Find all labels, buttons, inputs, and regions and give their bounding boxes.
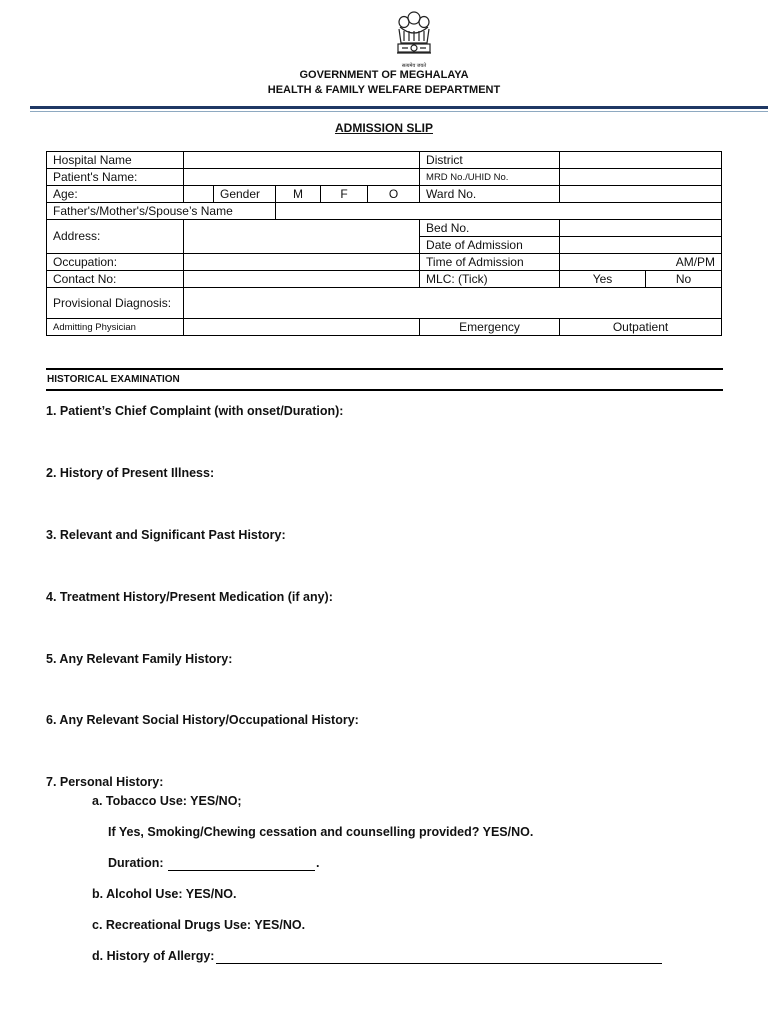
- emergency-option[interactable]: Emergency: [420, 319, 560, 336]
- allergy-history-label: d. History of Allergy:: [92, 949, 215, 963]
- chief-complaint-question: 1. Patient’s Chief Complaint (with onset/Duration):: [46, 404, 344, 418]
- bed-no-field[interactable]: [560, 220, 722, 237]
- address-field[interactable]: [184, 220, 420, 254]
- section-heading: HISTORICAL EXAMINATION: [47, 374, 180, 385]
- gender-male-option[interactable]: M: [276, 186, 321, 203]
- mlc-no-option[interactable]: No: [646, 271, 722, 288]
- time-of-admission-label: Time of Admission: [420, 254, 560, 271]
- address-label: Address:: [47, 220, 184, 254]
- past-history-question: 3. Relevant and Significant Past History:: [46, 528, 286, 542]
- mrd-no-field[interactable]: [560, 169, 722, 186]
- family-history-question: 5. Any Relevant Family History:: [46, 652, 233, 666]
- mlc-yes-option[interactable]: Yes: [560, 271, 646, 288]
- gender-female-option[interactable]: F: [321, 186, 368, 203]
- guardian-name-field[interactable]: [276, 203, 722, 220]
- patient-name-field[interactable]: [184, 169, 420, 186]
- ward-no-label: Ward No.: [420, 186, 560, 203]
- occupation-field[interactable]: [184, 254, 420, 271]
- tobacco-use-question: a. Tobacco Use: YES/NO;: [92, 794, 242, 808]
- present-illness-question: 2. History of Present Illness:: [46, 466, 215, 480]
- social-history-question: 6. Any Relevant Social History/Occupational History:: [46, 713, 359, 727]
- mrd-no-label: MRD No./UHID No.: [420, 169, 560, 186]
- district-label: District: [420, 152, 560, 169]
- treatment-history-question: 4. Treatment History/Present Medication (if any):: [46, 590, 333, 604]
- hospital-name-field[interactable]: [184, 152, 420, 169]
- admitting-physician-label: Admitting Physician: [47, 319, 184, 336]
- contact-no-label: Contact No:: [47, 271, 184, 288]
- contact-no-field[interactable]: [184, 271, 420, 288]
- outpatient-option[interactable]: Outpatient: [560, 319, 722, 336]
- ward-no-field[interactable]: [560, 186, 722, 203]
- date-of-admission-label: Date of Admission: [420, 237, 560, 254]
- occupation-label: Occupation:: [47, 254, 184, 271]
- page-title: ADMISSION SLIP: [334, 121, 433, 135]
- emblem-motto: सत्यमेव जयते: [401, 63, 427, 69]
- mlc-label: MLC: (Tick): [420, 271, 560, 288]
- provisional-diagnosis-label: Provisional Diagnosis:: [47, 288, 184, 319]
- time-of-admission-field[interactable]: AM/PM: [560, 254, 722, 271]
- guardian-name-label: Father's/Mother's/Spouse’s Name: [47, 203, 276, 220]
- age-label: Age:: [47, 186, 184, 203]
- age-field[interactable]: [184, 186, 214, 203]
- section-divider-bottom: [46, 389, 723, 391]
- department-heading: HEALTH & FAMILY WELFARE DEPARTMENT: [267, 84, 501, 96]
- header-divider: [30, 106, 768, 109]
- duration-label: Duration:: [108, 856, 164, 870]
- admitting-physician-field[interactable]: [184, 319, 420, 336]
- personal-history-question: 7. Personal History:: [46, 775, 164, 789]
- alcohol-use-question: b. Alcohol Use: YES/NO.: [92, 887, 237, 901]
- duration-field[interactable]: [168, 870, 315, 871]
- date-of-admission-field[interactable]: [560, 237, 722, 254]
- patient-name-label: Patient's Name:: [47, 169, 184, 186]
- bed-no-label: Bed No.: [420, 220, 560, 237]
- gender-label: Gender: [214, 186, 276, 203]
- recreational-drugs-question: c. Recreational Drugs Use: YES/NO.: [92, 918, 306, 932]
- district-field[interactable]: [560, 152, 722, 169]
- cessation-counselling-question: If Yes, Smoking/Chewing cessation and counselling provided? YES/NO.: [108, 825, 534, 839]
- government-heading: GOVERNMENT OF MEGHALAYA: [299, 69, 469, 81]
- section-divider-top: [46, 368, 723, 370]
- national-emblem-icon: [392, 9, 436, 67]
- provisional-diagnosis-field[interactable]: [184, 288, 722, 319]
- header-divider-thin: [30, 111, 768, 112]
- duration-period: .: [316, 856, 320, 870]
- hospital-name-label: Hospital Name: [47, 152, 184, 169]
- admission-details-table: [46, 151, 722, 336]
- gender-other-option[interactable]: O: [368, 186, 420, 203]
- allergy-history-field[interactable]: [216, 963, 662, 964]
